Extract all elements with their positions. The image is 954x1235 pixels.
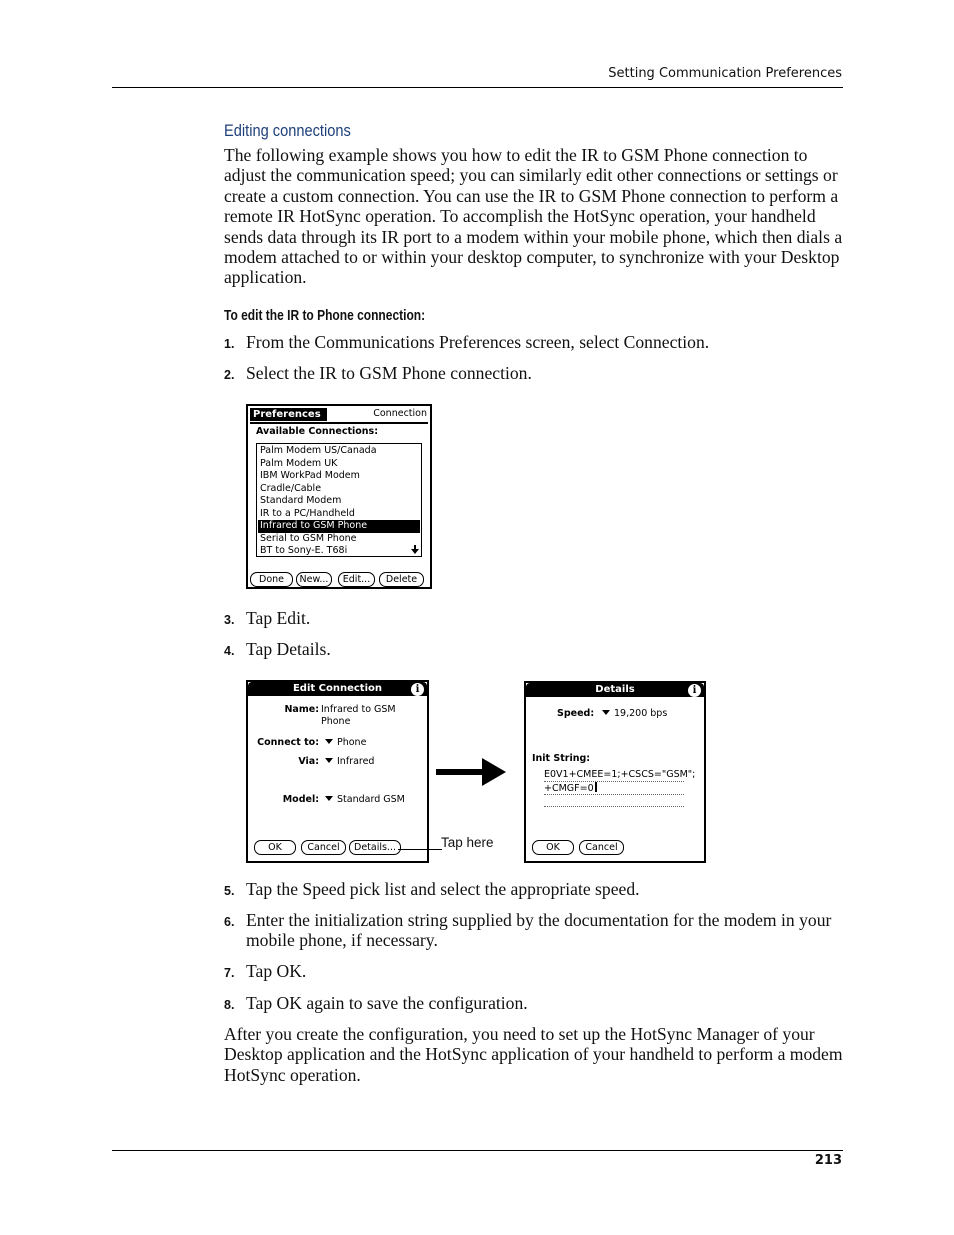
header-rule: [112, 87, 843, 88]
screen-title: Details: [526, 683, 704, 697]
step-number: 7.: [224, 966, 235, 980]
init-string-text: +CMGF=0: [544, 783, 594, 794]
page-number: 213: [814, 1153, 842, 1168]
list-item[interactable]: Palm Modem US/Canada: [260, 445, 377, 456]
info-icon[interactable]: i: [688, 684, 701, 697]
cancel-button[interactable]: Cancel: [579, 840, 624, 855]
text-cursor: [595, 782, 597, 792]
dropdown-triangle-icon: [602, 710, 610, 715]
connect-to-picker[interactable]: [325, 737, 366, 748]
init-string-line2[interactable]: [544, 782, 597, 794]
speed-picker[interactable]: [602, 708, 667, 719]
via-picker[interactable]: [325, 756, 374, 767]
name-field-line2[interactable]: Phone: [321, 716, 351, 727]
dotted-underline: [544, 794, 684, 795]
step-number: 2.: [224, 368, 235, 382]
edit-connection-screen: [246, 680, 429, 863]
done-button[interactable]: Done: [250, 572, 293, 587]
list-item[interactable]: BT to Sony-E. T68i: [260, 545, 348, 556]
list-item-selected[interactable]: Infrared to GSM Phone: [258, 520, 420, 533]
new-button[interactable]: New...: [296, 572, 332, 587]
list-item[interactable]: IBM WorkPad Modem: [260, 470, 360, 481]
screen-title: Edit Connection: [248, 682, 427, 696]
preferences-screen: [246, 404, 432, 589]
dropdown-triangle-icon: [325, 739, 333, 744]
details-button[interactable]: Details...: [349, 840, 401, 855]
callout-line: [398, 849, 442, 850]
connect-to-value: Phone: [337, 737, 367, 748]
connect-to-label: Connect to:: [257, 737, 319, 748]
name-label: Name:: [284, 704, 319, 715]
info-icon[interactable]: i: [411, 683, 424, 696]
step-text: Select the IR to GSM Phone connection.: [246, 363, 532, 383]
available-connections-label: Available Connections:: [256, 426, 378, 437]
details-screen: [524, 681, 706, 863]
step-text: Tap OK.: [246, 961, 307, 981]
step-text: Enter the initialization string supplied by the documentation for the modem in your mobile phone, if necessary.: [246, 910, 832, 951]
connections-list[interactable]: [256, 443, 422, 557]
running-header: Setting Communication Preferences: [608, 66, 842, 81]
step-text: Tap Edit.: [246, 608, 311, 628]
step-text: Tap OK again to save the configuration.: [246, 993, 528, 1013]
step-text: From the Communications Preferences screen, select Connection.: [246, 332, 710, 352]
section-title: Editing connections: [224, 121, 351, 140]
model-value: Standard GSM: [337, 794, 405, 805]
step-number: 5.: [224, 884, 235, 898]
scroll-down-arrow-icon[interactable]: [411, 545, 419, 554]
delete-button[interactable]: Delete: [379, 572, 424, 587]
via-label: Via:: [298, 756, 319, 767]
model-label: Model:: [282, 794, 319, 805]
step-number: 6.: [224, 915, 235, 929]
step-text: Tap Details.: [246, 639, 331, 659]
closing-paragraph: After you create the configuration, you need to set up the HotSync Manager of your Desktop application and the HotSync application of your handheld to perform a modem HotSync operation.: [224, 1024, 843, 1085]
dotted-underline: [544, 806, 684, 807]
list-item[interactable]: IR to a PC/Handheld: [260, 507, 355, 519]
speed-label: Speed:: [557, 708, 595, 719]
step-text: Tap the Speed pick list and select the appropriate speed.: [246, 879, 640, 899]
step-number: 1.: [224, 337, 235, 351]
speed-value: 19,200 bps: [614, 708, 668, 719]
intro-paragraph: The following example shows you how to edit the IR to GSM Phone connection to adjust the communication speed; you can similarly edit other connections or settings or create a custom connection. You can use the IR to GSM Phone connection to perform a remote IR HotSync operation. To accomplish the HotSync operation, your handheld sends data through its IR port to a modem within your mobile phone, which then dials a modem attached to or within your desktop computer, to synchronize with your Desktop application.: [224, 145, 843, 288]
via-value: Infrared: [337, 756, 375, 767]
dropdown-triangle-icon: [325, 758, 333, 763]
dropdown-triangle-icon: [325, 796, 333, 801]
callout-label: Tap here: [441, 835, 494, 850]
step-number: 8.: [224, 998, 235, 1012]
ok-button[interactable]: OK: [254, 840, 296, 855]
step-number: 3.: [224, 613, 235, 627]
init-string-label: Init String:: [532, 753, 591, 764]
init-string-line1[interactable]: E0V1+CMEE=1;+CSCS="GSM";: [544, 769, 696, 780]
list-item[interactable]: Standard Modem: [260, 495, 342, 506]
screen-title: Preferences: [250, 408, 327, 421]
ok-button[interactable]: OK: [532, 840, 574, 855]
list-item[interactable]: Serial to GSM Phone: [260, 532, 357, 544]
list-item[interactable]: Cradle/Cable: [260, 482, 322, 494]
category-picker[interactable]: Connection: [373, 408, 427, 419]
title-underline: [250, 422, 428, 424]
list-item[interactable]: Palm Modem UK: [260, 457, 338, 469]
edit-button[interactable]: Edit...: [338, 572, 375, 587]
step-number: 4.: [224, 644, 235, 658]
model-picker[interactable]: [325, 794, 405, 805]
footer-rule: [112, 1150, 843, 1151]
right-arrow-icon: [436, 758, 506, 786]
procedure-heading: To edit the IR to Phone connection:: [224, 307, 426, 324]
name-field[interactable]: Infrared to GSM: [321, 704, 396, 715]
cancel-button[interactable]: Cancel: [301, 840, 346, 855]
